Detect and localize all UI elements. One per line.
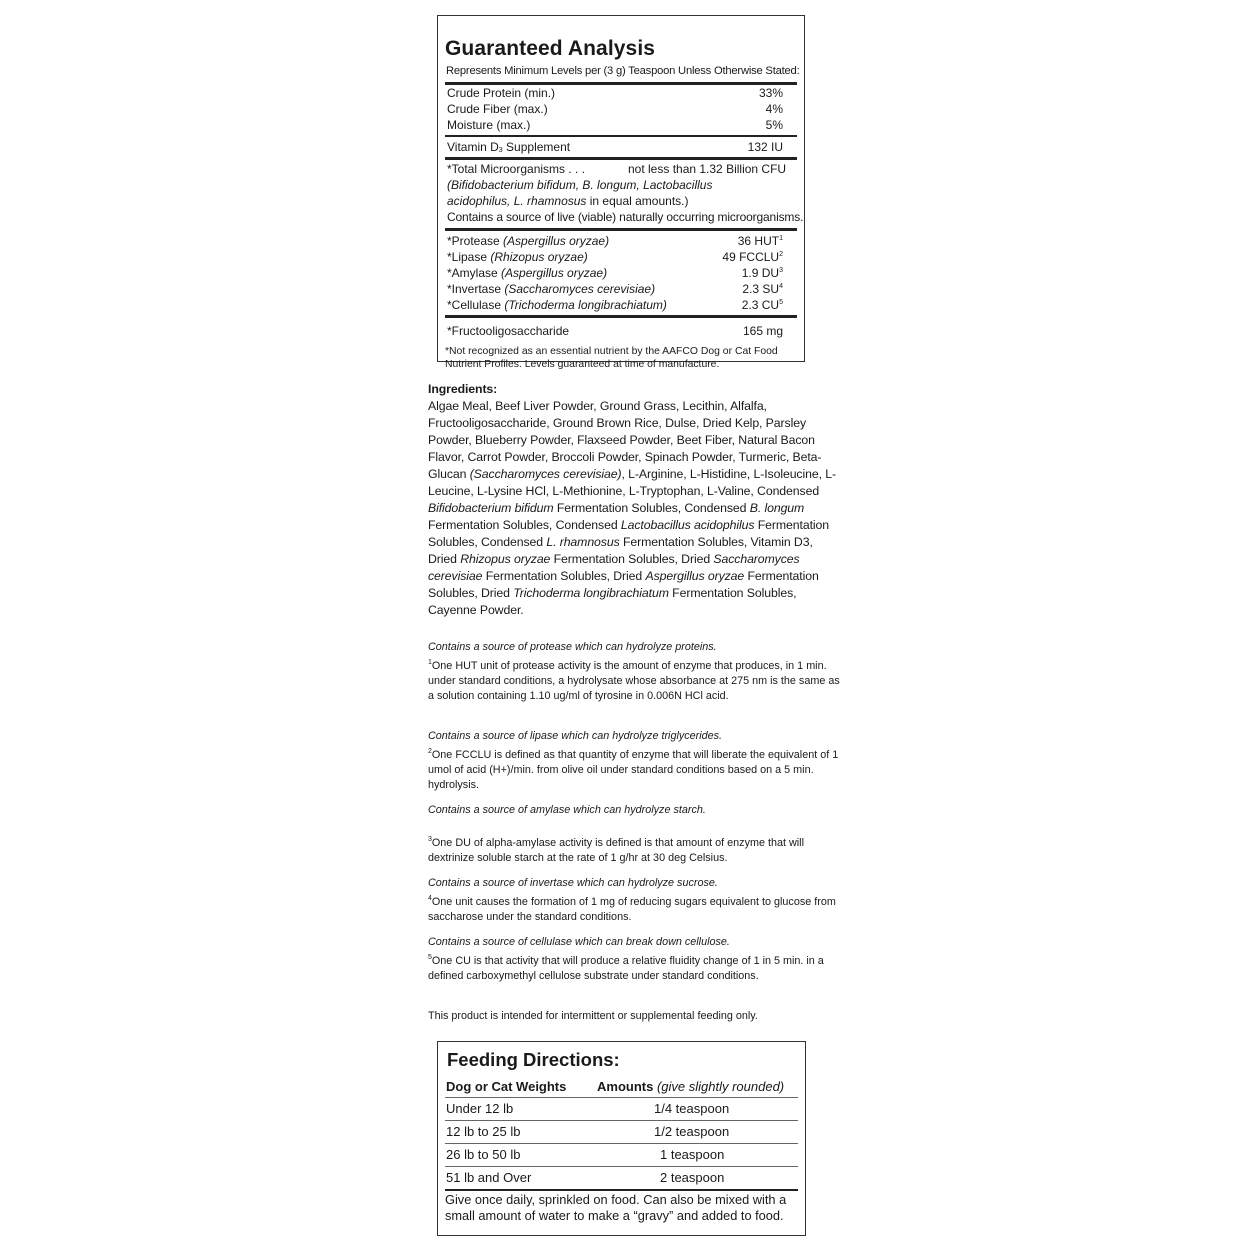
ingredient-text: Fermentation Solubles, Dried bbox=[428, 569, 819, 600]
ingredient-text: Fermentation Solubles, Condensed bbox=[428, 518, 621, 532]
divider bbox=[445, 157, 797, 160]
divider bbox=[445, 82, 797, 85]
enzyme-row: *Amylase (Aspergillus oryzae) 1.9 $DU^3$ bbox=[447, 266, 783, 280]
ingredient-text: Fermentation Solubles, Dried bbox=[550, 552, 714, 566]
ingredient-text: Fermentation Solubles, Condensed bbox=[428, 518, 830, 549]
ingredients-list bbox=[428, 398, 838, 619]
ingredient-text: Fermentation Solubles, Vitamin D3, Dried bbox=[428, 535, 813, 566]
divider bbox=[445, 135, 797, 137]
microorganisms-note: Contains a source of live (viable) naturally occurring microorganisms. bbox=[447, 210, 804, 224]
ingredient-text: Bifidobacterium bifidum bbox=[428, 501, 554, 515]
microorganisms-value: not less than 1.32 Billion CFU bbox=[628, 162, 787, 176]
divider bbox=[445, 315, 797, 318]
divider bbox=[445, 1143, 798, 1144]
ingredients-heading: Ingredients: bbox=[428, 382, 498, 396]
divider bbox=[445, 1097, 798, 1098]
weight-cell: 51 lb and Over bbox=[446, 1170, 532, 1185]
analysis-title: Guaranteed Analysis bbox=[445, 37, 656, 60]
ingredient-text: Trichoderma longibrachiatum bbox=[513, 586, 669, 600]
enzyme-row: *Protease (Aspergillus oryzae) 36 HUT$^1$ bbox=[447, 234, 783, 248]
amount-cell: 1 teaspoon bbox=[660, 1147, 725, 1162]
divider bbox=[445, 1166, 798, 1167]
amylase-footnote-title: Contains a source of amylase which can hydrolyze starch. bbox=[428, 804, 706, 816]
cellulase-footnote: Contains a source of cellulase which can break down cellulose. $^5$One CU is that activity that will produce a relative fluidity change of 1 in 5 min. in a defined carboxymethyl cellulose substrate under standard conditions. bbox=[428, 936, 824, 982]
microorganisms-label: *Total Microorganisms . . . bbox=[447, 162, 586, 176]
divider bbox=[445, 1120, 798, 1121]
guaranteed-analysis-panel bbox=[437, 15, 805, 370]
divider bbox=[445, 1189, 798, 1191]
feeding-directions-panel bbox=[437, 1041, 806, 1236]
enzyme-row: *Cellulase (Trichoderma longibrachiatum) 2.3 $CU^5$ bbox=[447, 298, 783, 312]
enzyme-row: *Lipase (Rhizopus oryzae) 49 FCCLU$^2$ bbox=[447, 250, 783, 264]
protease-footnote: Contains a source of protease which can hydrolyze proteins. $^1$One HUT unit of protease activity is the amount of enzyme that produces, in 1 min. under standard conditions, a hydrolysate whose absorbance at 275 nm is the same as a solution containing 1.10 ug/ml of tyrosine in 0.006N HCl acid. bbox=[428, 641, 840, 702]
weight-cell: Under 12 lb bbox=[446, 1101, 514, 1116]
analysis-row: Moisture (max.) 5% bbox=[447, 118, 783, 132]
analysis-subtitle: Represents Minimum Levels per (3 g) Teaspoon Unless Otherwise Stated: bbox=[446, 65, 800, 77]
divider bbox=[445, 228, 797, 231]
amount-cell: 1/4 teaspoon bbox=[654, 1101, 730, 1116]
ingredient-text: B. longum bbox=[749, 501, 805, 515]
ingredient-text: L. rhamnosus bbox=[546, 535, 620, 549]
analysis-row: Crude Protein (min.) 33% bbox=[447, 86, 783, 100]
ingredient-text: (Saccharomyces cerevisiae) bbox=[469, 467, 622, 481]
analysis-footnote: *Not recognized as an essential nutrient by the AAFCO Dog or Cat Food Nutrient Profiles. Levels guaranteed at time of manufacture. bbox=[445, 346, 778, 370]
weight-cell: 12 lb to 25 lb bbox=[446, 1124, 521, 1139]
ingredient-text: Fermentation Solubles, Condensed bbox=[553, 501, 750, 515]
amounts-column-header: Amounts (give slightly rounded) bbox=[597, 1079, 785, 1094]
amount-cell: 1/2 teaspoon bbox=[654, 1124, 730, 1139]
enzyme-row: *Invertase (Saccharomyces cerevisiae) 2.3 $SU^4$ bbox=[447, 282, 783, 296]
microorganisms-species-cont: acidophilus, L. rhamnosus in equal amounts.) bbox=[447, 194, 689, 208]
ingredient-text: Fermentation Solubles, Dried bbox=[482, 569, 646, 583]
microorganisms-species: (Bifidobacterium bifidum, B. longum, Lactobacillus bbox=[447, 178, 713, 192]
feeding-title: Feeding Directions: bbox=[447, 1049, 620, 1070]
amylase-footnote: $^3$One DU of alpha-amylase activity is defined is that amount of enzyme that will dextrinize soluble starch at the rate of 1 g/hr at 30 deg Celsius. bbox=[428, 836, 804, 864]
ingredients-section bbox=[428, 381, 838, 619]
amount-cell: 2 teaspoon bbox=[660, 1170, 725, 1185]
ingredient-text: Saccharomyces cerevisiae bbox=[428, 552, 800, 583]
ingredient-text: Lactobacillus acidophilus bbox=[620, 518, 755, 532]
lipase-footnote: Contains a source of lipase which can hydrolyze triglycerides. $^2$One FCCLU is defined as that quantity of enzyme that will liberate the equivalent of 1 umol of acid (H+)/min. from olive oil under standard conditions based on a 5 min. hydrolysis. bbox=[428, 730, 839, 791]
intermittent-feeding-note: This product is intended for intermittent or supplemental feeding only. bbox=[428, 1010, 758, 1022]
ingredient-text: Rhizopus oryzae bbox=[460, 552, 551, 566]
ingredient-text: Algae Meal, Beef Liver Powder, Ground Grass, Lecithin, Alfalfa, Fructooligosaccharide, Ground Brown Rice, Dulse, Dried Kelp, Parsley Powder, Blueberry Powder, Flaxseed Powder, Beet Fiber, Natural Bacon Flavor, Carrot Powder, Broccoli Powder, Spinach Powder, Turmeric, Beta-Glucan bbox=[428, 399, 822, 481]
feeding-note: Give once daily, sprinkled on food. Can also be mixed with a small amount of water to make a “gravy” and added to food. bbox=[445, 1192, 787, 1223]
fos-row: *Fructooligosaccharide 165 mg bbox=[447, 324, 783, 338]
weights-column-header: Dog or Cat Weights bbox=[446, 1079, 567, 1094]
invertase-footnote: Contains a source of invertase which can hydrolyze sucrose. $^4$One unit causes the formation of 1 mg of reducing sugars equivalent to glucose from saccharose under the standard conditions. bbox=[428, 877, 836, 923]
vitamin-row: Vitamin $D_3$ Supplement 132 IU bbox=[447, 140, 783, 154]
ingredient-text: Aspergillus oryzae bbox=[645, 569, 745, 583]
ingredient-text: Fermentation Solubles, Cayenne Powder. bbox=[428, 586, 797, 617]
weight-cell: 26 lb to 50 lb bbox=[446, 1147, 521, 1162]
ingredient-text: , L-Arginine, L-Histidine, L-Isoleucine, L-Leucine, L-Lysine HCl, L-Methionine, L-Tryptophan, L-Valine, Condensed bbox=[428, 467, 836, 498]
analysis-row: Crude Fiber (max.) 4% bbox=[447, 102, 783, 116]
